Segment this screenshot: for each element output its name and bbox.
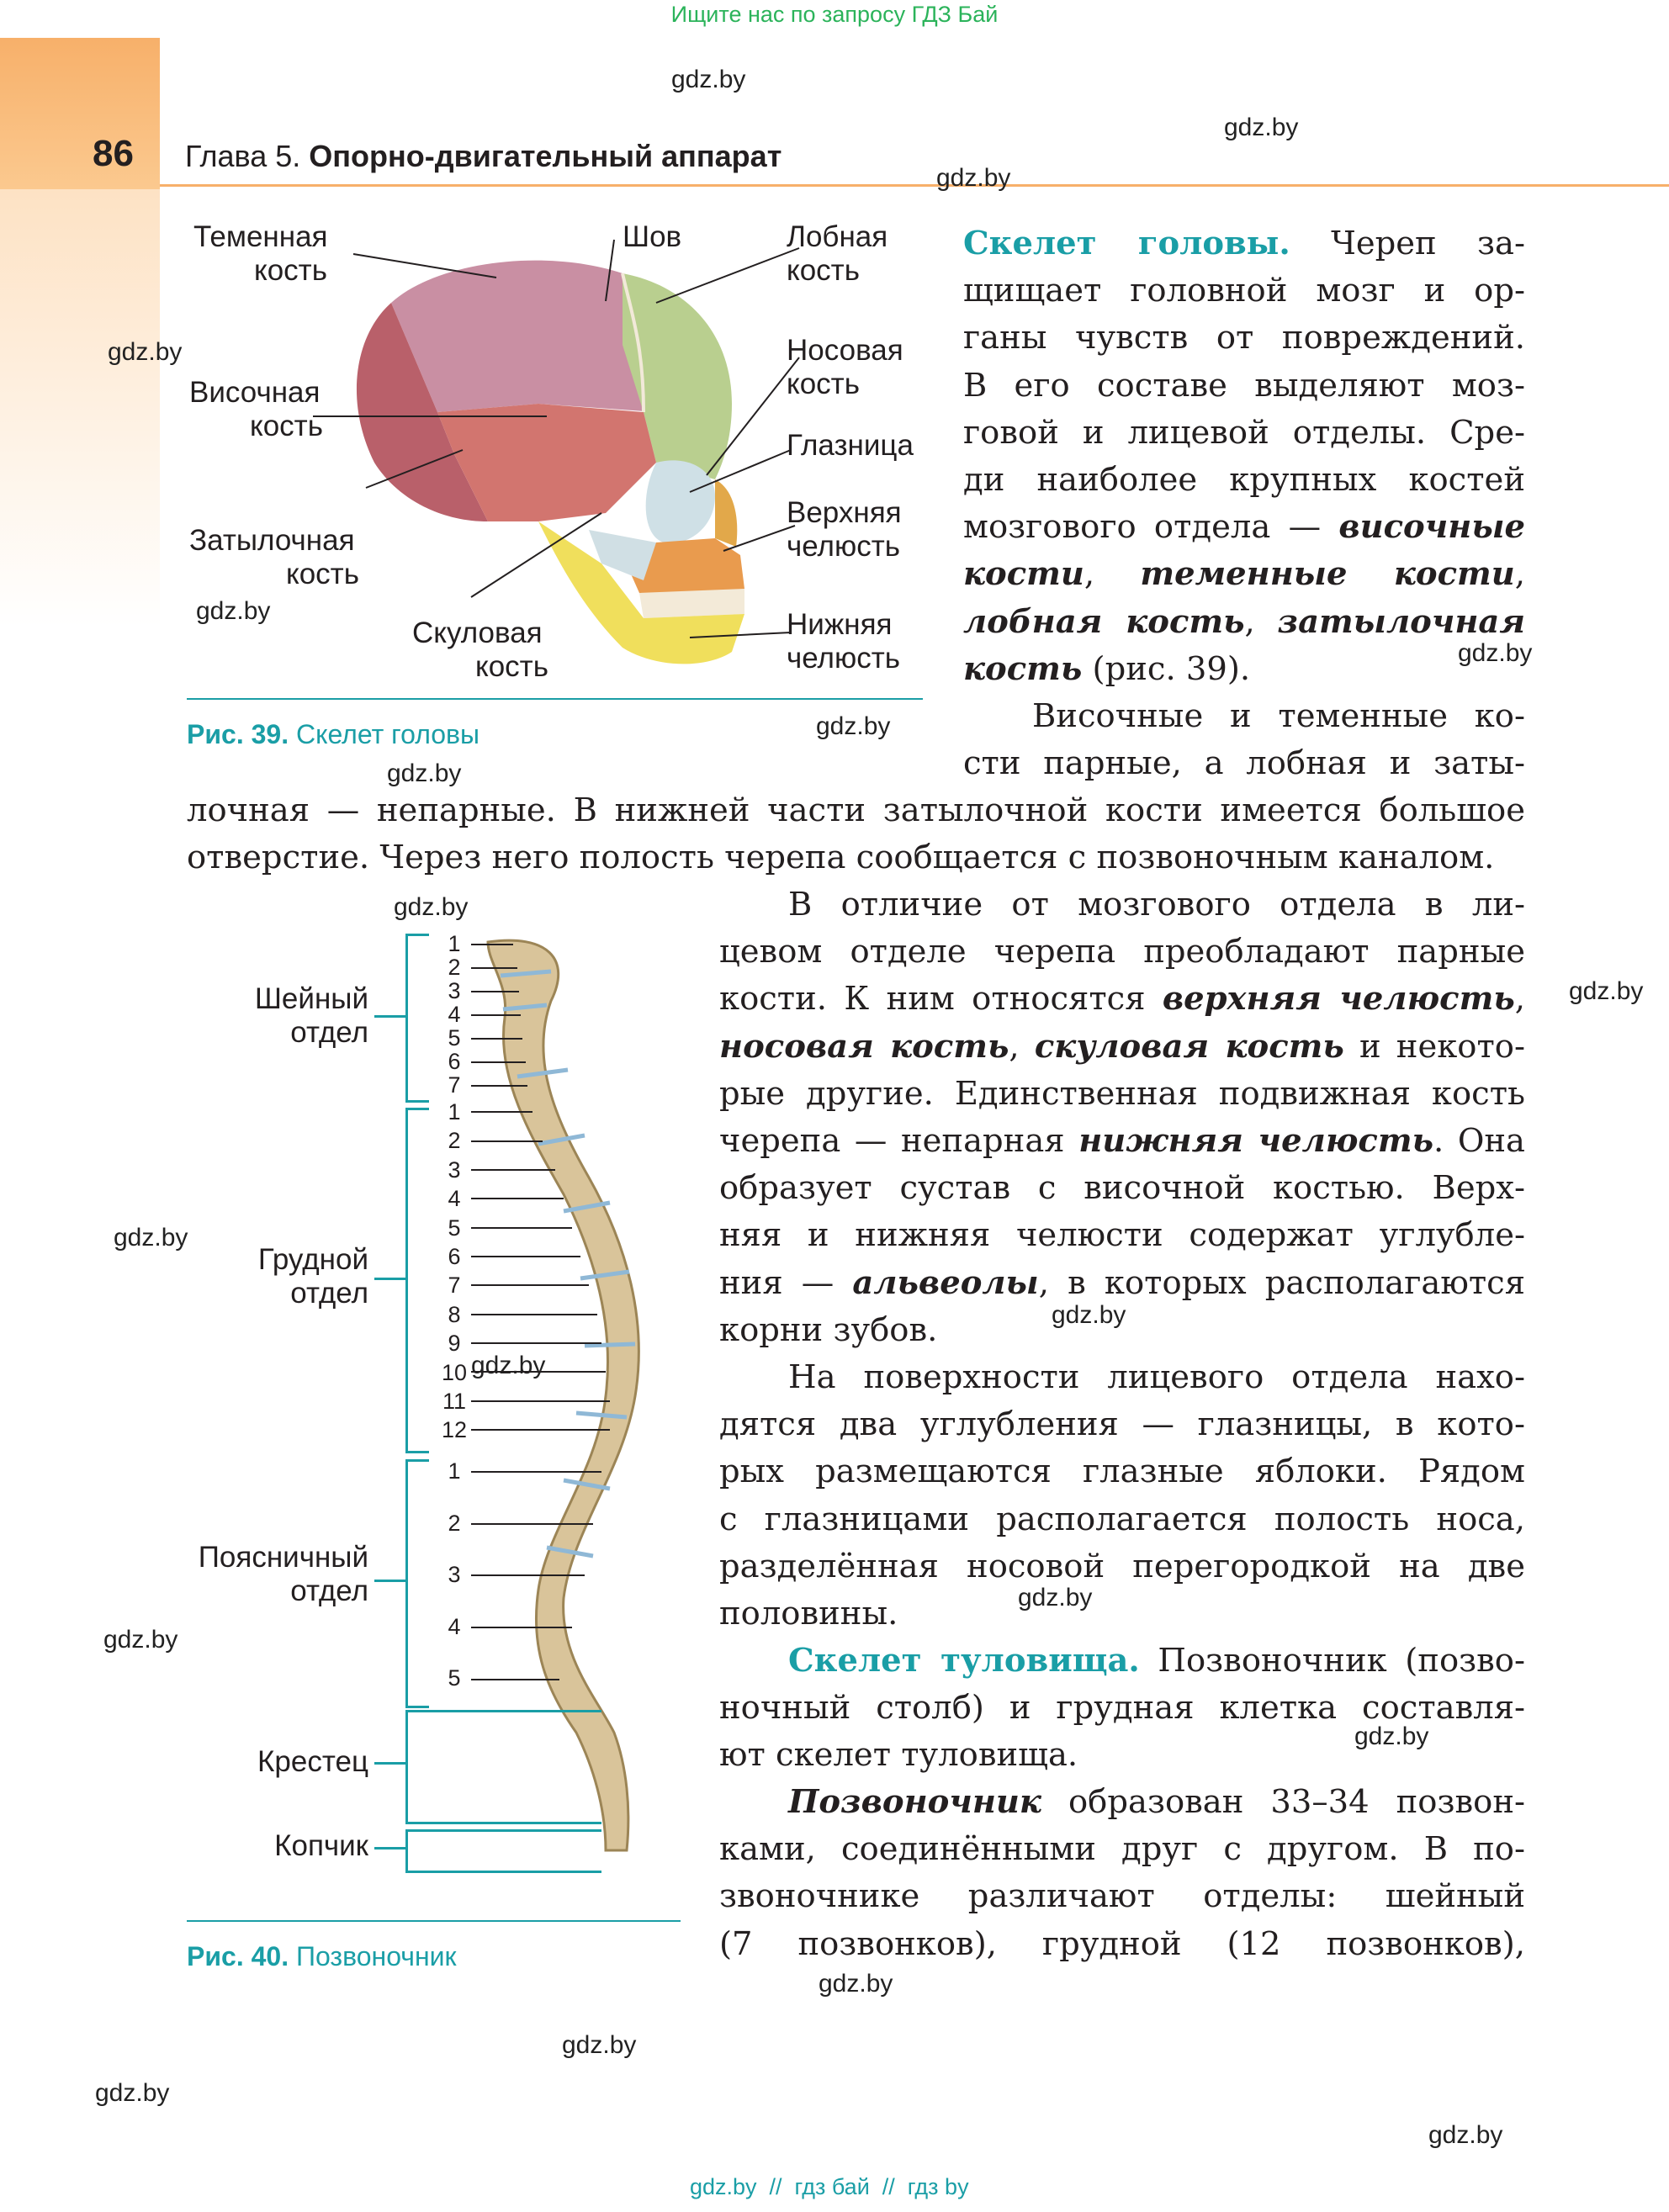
watermark: gdz.by (471, 1352, 546, 1379)
text-line: На поверхности лицевого отдела нахо- (788, 1358, 1525, 1396)
paragraph-orbits (719, 1354, 1525, 1638)
header-divider (160, 184, 1669, 187)
label-line: кость (254, 254, 327, 287)
label-line: Грудной (257, 1243, 368, 1276)
chapter-header (185, 139, 782, 174)
label-line: Поясничный (198, 1541, 368, 1574)
label-parietal (193, 220, 327, 288)
watermark: gdz.by (1458, 639, 1533, 667)
paragraph-skull (963, 220, 1525, 693)
text-line (719, 976, 1525, 1023)
watermark: gdz.by (819, 1970, 893, 1998)
cervical-bracket (405, 934, 429, 1103)
watermark: gdz.by (387, 759, 462, 787)
watermark: gdz.by (1052, 1301, 1126, 1329)
vertebra-number: 5 (448, 1025, 461, 1050)
top-watermark: Ищите нас по запросу ГДЗ Бай (670, 2, 999, 27)
label-line: отдел (290, 1016, 368, 1049)
text-line: половины. (719, 1595, 898, 1633)
text-fragment: мозгового отдела — (963, 508, 1339, 547)
label-line: Верхняя (787, 496, 902, 529)
text-fragment: образован 33–34 позвон- (1041, 1783, 1525, 1821)
text-line: отверстие. Через него полость черепа сообщается с позвоночным каналом. (187, 839, 1495, 877)
label-line: Шейный (254, 982, 368, 1015)
bracket-tick (374, 1015, 405, 1018)
watermark: gdz.by (103, 1626, 178, 1654)
text-fragment: черепа — непарная (719, 1122, 1079, 1161)
text-fragment: , в которых располагаются (1038, 1263, 1525, 1302)
text-fragment: , (1009, 1027, 1035, 1066)
text-line: Височные и теменные ко- (1032, 697, 1525, 735)
text-line: звоночнике различают отделы: шейный (719, 1877, 1525, 1916)
label-line: отдел (290, 1277, 368, 1310)
bracket-tick (374, 1278, 405, 1280)
caption-text: Скелет головы (295, 719, 480, 749)
paragraph-paired-bones-cont (187, 787, 1525, 881)
watermark: gdz.by (95, 2079, 170, 2107)
label-line: отдел (290, 1574, 368, 1607)
label-cervical (202, 982, 368, 1050)
vertebra-number: 2 (448, 1510, 461, 1536)
vertebra-number: 3 (448, 1156, 461, 1183)
term: теменные кости (1140, 555, 1515, 594)
paragraph-spine (719, 1779, 1525, 1968)
text-line: ганы чувств от повреждений. (963, 319, 1525, 357)
watermark: gdz.by (108, 338, 183, 366)
label-line: Теменная (193, 220, 328, 253)
vertebra-number: 8 (448, 1301, 461, 1327)
label-orbit: Глазница (787, 429, 914, 462)
chapter-prefix: Глава 5. (185, 139, 301, 173)
label-line: кость (286, 558, 359, 590)
text-line (963, 220, 1525, 267)
paragraph-paired-bones (963, 693, 1525, 787)
term: Позвоночник (788, 1783, 1041, 1821)
text-line: ют скелет туловища. (719, 1736, 1078, 1775)
vertebra-number: 2 (448, 955, 461, 980)
text-line (719, 1779, 1525, 1826)
term: кости (963, 555, 1084, 594)
vertebra-number: 2 (448, 1128, 461, 1154)
text-fragment: Позвоночник (позво- (1139, 1642, 1525, 1680)
watermark: gdz.by (936, 164, 1011, 192)
label-frontal (787, 220, 887, 288)
page-number: 86 (93, 133, 134, 174)
label-temporal (189, 376, 323, 443)
text-fragment: и некото- (1343, 1027, 1525, 1066)
vertebra-number: 5 (448, 1214, 461, 1241)
label-line: кость (250, 410, 323, 442)
vertebra-number: 11 (442, 1388, 467, 1414)
label-occipital (189, 524, 359, 591)
watermark: gdz.by (1569, 977, 1644, 1005)
lumbar-bracket (405, 1459, 429, 1708)
page-margin-fade (0, 189, 160, 627)
term: верхняя челюсть (1162, 980, 1515, 1019)
text-fragment: Череп за- (1290, 225, 1525, 262)
watermark: gdz.by (1428, 2121, 1503, 2149)
label-nasal (787, 334, 903, 401)
figure-39-caption (187, 719, 480, 750)
text-line: корни зубов. (719, 1310, 938, 1349)
watermark: gdz.by (562, 2031, 637, 2059)
term: затылочная (1277, 602, 1525, 641)
text-line: сти парные, а лобная и заты- (963, 744, 1525, 783)
text-line: В отличие от мозгового отдела в ли- (788, 886, 1525, 923)
caption-number: Рис. 39. (187, 719, 289, 749)
label-mandible (787, 608, 900, 675)
vertebra-number: 3 (448, 978, 461, 1003)
text-line: лочная — непарные. В нижней части затылочной кости имеется большое (187, 791, 1525, 829)
watermark: gdz.by (1018, 1584, 1093, 1611)
thoracic-number-list (433, 1098, 475, 1445)
text-fragment: . Она (1433, 1122, 1525, 1161)
watermark: gdz.by (1224, 114, 1299, 141)
text-fragment: ния — (719, 1263, 853, 1302)
text-fragment: (рис. 39). (1082, 649, 1251, 688)
text-line: цевом отделе черепа преобладают парные (719, 933, 1525, 971)
text-line: говой и лицевой отделы. Сре- (963, 413, 1525, 452)
vertebra-number: 1 (448, 1458, 461, 1484)
figure-rule (187, 1920, 681, 1922)
term: альвеолы (852, 1263, 1039, 1302)
vertebra-number: 6 (448, 1049, 461, 1074)
text-line: ночный столб) и грудная клетка составля- (719, 1689, 1525, 1728)
vertebra-number: 7 (448, 1273, 461, 1299)
text-line: разделённая носовой перегородкой на две (719, 1547, 1525, 1585)
label-line: Височная (189, 376, 321, 409)
text-line (963, 504, 1525, 551)
paragraph-facial-section (719, 881, 1525, 1354)
watermark: gdz.by (394, 893, 469, 921)
vertebra-number: 3 (448, 1562, 461, 1587)
caption-number: Рис. 40. (187, 1941, 289, 1971)
vertebra-number: 12 (441, 1417, 468, 1443)
text-line: (7 позвонков), грудной (12 позвонков), (719, 1924, 1525, 1963)
bracket-tick (374, 1762, 405, 1765)
term: кость (963, 649, 1083, 688)
caption-text: Позвоночник (295, 1941, 457, 1971)
spine-leader-lines (467, 925, 686, 1699)
term: лобная кость (963, 602, 1245, 641)
bracket-tick (374, 1580, 405, 1582)
label-line: Лобная (787, 220, 888, 253)
watermark: gdz.by (1354, 1723, 1429, 1750)
vertebra-number: 10 (441, 1359, 468, 1385)
text-line (719, 1638, 1525, 1685)
label-coccyx: Копчик (274, 1829, 368, 1862)
page-corner-tab (0, 38, 160, 189)
watermark: gdz.by (114, 1224, 188, 1252)
text-line: В его составе выделяют моз- (963, 366, 1525, 405)
nasal-bone (715, 479, 737, 547)
text-line: ками, соединёнными друг с другом. В по- (719, 1830, 1525, 1869)
label-line: челюсть (787, 642, 900, 675)
label-maxilla (787, 496, 902, 564)
term: носовая кость (719, 1027, 1009, 1066)
orbit (646, 460, 715, 542)
watermark: gdz.by (816, 712, 891, 740)
vertebra-number: 6 (448, 1243, 461, 1269)
text-line: лобная кость, затылочная (963, 602, 1525, 641)
label-suture: Шов (623, 220, 682, 253)
paragraph-trunk-skeleton (719, 1638, 1525, 1780)
section-heading: Скелет головы. (963, 225, 1290, 262)
vertebra-number: 1 (448, 1099, 461, 1125)
term: нижняя челюсть (1078, 1122, 1433, 1161)
chapter-title: Опорно-двигательный аппарат (309, 139, 782, 173)
thoracic-bracket (405, 1108, 429, 1453)
vertebra-number: 7 (448, 1072, 461, 1098)
label-lumbar (168, 1541, 368, 1608)
footer-watermark: gdz.by // гдз бай // гдз by (690, 2174, 969, 2199)
vertebra-number: 9 (448, 1331, 461, 1357)
bracket-tick (374, 1847, 405, 1850)
text-line: рых размещаются глазные яблоки. Рядом (719, 1453, 1525, 1491)
text-fragment: , (1514, 980, 1525, 1019)
teeth (639, 589, 744, 618)
watermark: gdz.by (671, 66, 746, 93)
sacrum-bracket (405, 1710, 601, 1824)
text-line (719, 1260, 1525, 1307)
label-line: кость (787, 368, 860, 400)
text-line: ди наиболее крупных костей (963, 461, 1525, 500)
figure-rule (187, 698, 923, 700)
label-line: челюсть (787, 530, 900, 563)
cervical-number-list (442, 932, 467, 1097)
term: височные (1338, 508, 1525, 547)
text-line: рые другие. Единственная подвижная кость (719, 1074, 1525, 1113)
label-zygomatic (412, 617, 548, 684)
text-line (963, 646, 1525, 693)
vertebra-number: 5 (448, 1665, 461, 1691)
label-line: кость (787, 254, 860, 287)
text-line (719, 1024, 1525, 1071)
text-line: щищает головной мозг и ор- (963, 272, 1525, 310)
coccyx-bracket (405, 1829, 601, 1873)
label-line: Нижняя (787, 608, 893, 641)
text-line: няя и нижняя челюсти содержат углубле- (719, 1216, 1525, 1255)
vertebra-number: 4 (448, 1186, 461, 1212)
watermark: gdz.by (196, 597, 271, 625)
label-line: кость (475, 650, 548, 683)
section-heading: Скелет туловища. (788, 1642, 1140, 1680)
label-thoracic (202, 1243, 368, 1310)
lumbar-number-list (442, 1457, 467, 1716)
label-sacrum: Крестец (257, 1745, 368, 1778)
label-line: Носовая (787, 334, 903, 367)
figure-40-caption (187, 1941, 457, 1972)
text-fragment: кости. К ним относятся (719, 980, 1163, 1019)
label-line: Затылочная (189, 524, 355, 557)
label-line: Скуловая (412, 617, 543, 649)
term: скуловая кость (1034, 1027, 1344, 1066)
text-line: дятся два углубления — глазницы, в кото- (719, 1405, 1525, 1444)
text-line (719, 1118, 1525, 1165)
text-line: кости, теменные кости, (963, 555, 1525, 594)
text-line: образует сустав с височной костью. Верх- (719, 1169, 1525, 1208)
text-line: с глазницами располагается полость носа, (719, 1500, 1525, 1538)
vertebra-number: 4 (448, 1613, 461, 1639)
vertebra-number: 1 (448, 931, 461, 956)
vertebra-number: 4 (448, 1002, 461, 1027)
